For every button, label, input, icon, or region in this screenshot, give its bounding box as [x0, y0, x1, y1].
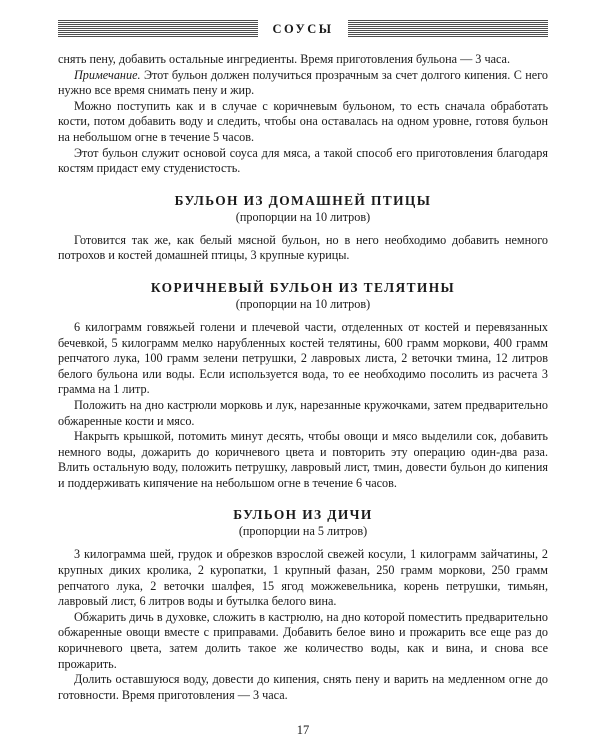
intro-paragraph: Этот бульон служит основой соуса для мяса, а такой способ его приготовления благодаря костям придаст ему студенистость.: [58, 145, 548, 176]
running-header: [58, 16, 548, 42]
section-paragraph: 3 килограмма шей, грудок и обрезков взрослой свежей косули, 1 килограмм зайчатины, 2 крупных диких кролика, 2 куропатки, 1 крупный фазан, 250 грамм моркови, 250 грамм репчатого лука, 2 веточки шалфея, 15 ягод можжевельника, корень петрушки, тимьян, лавровый лист, 6 литров воды и бутылка белого вина.: [58, 547, 548, 609]
intro-paragraph: снять пену, добавить остальные ингредиенты. Время приготовления бульона — 3 часа.: [58, 52, 510, 66]
page-number: 17: [296, 723, 310, 737]
section-subtitle: (пропорции на 10 литров): [235, 209, 371, 224]
section-paragraph: Готовится так же, как белый мясной бульон, но в него необходимо добавить немного потрохов и костей домашней птицы, 3 крупные курицы.: [58, 232, 548, 263]
section-title: БУЛЬОН ИЗ ДОМАШНЕЙ ПТИЦЫ: [174, 192, 432, 208]
section-title: КОРИЧНЕВЫЙ БУЛЬОН ИЗ ТЕЛЯТИНЫ: [150, 279, 456, 295]
section-subtitle: (пропорции на 5 литров): [238, 524, 368, 539]
note-text: Этот бульон должен получиться прозрачным за счет долгого кипения. С него нужно все время снимать пену и жир.: [58, 67, 548, 98]
section-brown-veal-broth: [58, 280, 548, 492]
running-header-title: СОУСЫ: [272, 21, 334, 36]
section-paragraph: Обжарить дичь в духовке, сложить в кастрюлю, на дно которой поместить предварительно обжаренные овощи вместе с приправами. Добавить белое вино и прожарить все еще раз до коричневого цвета, затем долить такое же количество воды, как и вина, и снова все прожарить.: [58, 609, 548, 671]
section-title: БУЛЬОН ИЗ ДИЧИ: [233, 507, 373, 523]
header-rule-left: [58, 20, 258, 38]
section-paragraph: Накрыть крышкой, потомить минут десять, чтобы овощи и мясо выделили сок, добавить немного воды, дожарить до коричневого цвета и повторить эту операцию один-два раза. Влить остальную воду, положить петрушку, лавровый лист, тмин, довести бульон до кипения и поддерживать кипячение на небольшом огне в течение 6 часов.: [58, 429, 548, 490]
header-rule-right: [348, 20, 548, 38]
note-label: Примечание.: [74, 67, 141, 82]
section-paragraph: 6 килограмм говяжьей голени и плечевой части, отделенных от костей и перевязанных бечевкой, 5 килограмм мелко нарубленных костей телятины, 600 грамм моркови, 400 грамм репчатого лука, 100 грамм зелени петрушки, 2 лавровых листа, 2 веточки тмина, 12 литров белого бульона или воды. Если используется вода, то ее необходимо посолить из расчета 3 грамма на 1 литр.: [58, 319, 548, 397]
intro-paragraph: Можно поступить как и в случае с коричневым бульоном, то есть сначала обработать кости, потом добавить воду и следить, чтобы она оставалась на одном уровне, готовя бульон на небольшом огне в течение 5 часов.: [58, 98, 548, 144]
section-subtitle: (пропорции на 10 литров): [235, 296, 371, 311]
section-poultry-broth: [58, 193, 548, 264]
section-paragraph: Долить оставшуюся воду, довести до кипения, снять пену и варить на медленном огне до готовности. Время приготовления — 3 часа.: [58, 672, 548, 702]
note-paragraph: [58, 68, 548, 99]
section-game-broth: [58, 507, 548, 703]
intro-block: [58, 52, 548, 177]
book-page: [58, 16, 548, 738]
section-paragraph: Положить на дно кастрюли морковь и лук, нарезанные кружочками, затем предварительно обжаренные кости и мясо.: [58, 397, 548, 428]
